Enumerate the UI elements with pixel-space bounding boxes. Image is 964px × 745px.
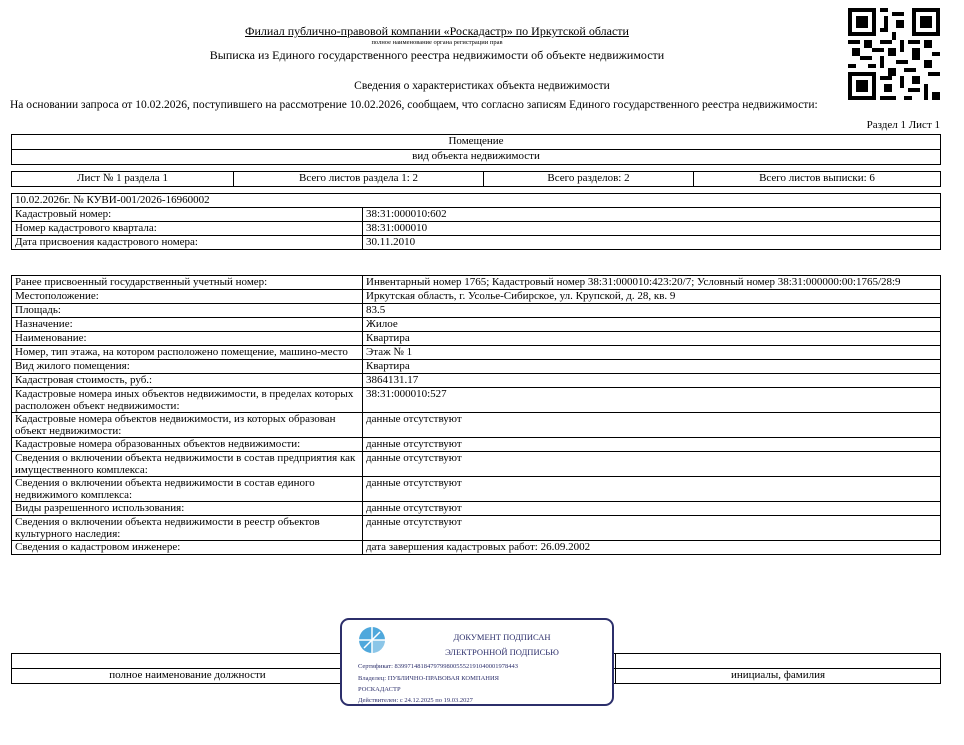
row-label: Номер кадастрового квартала: (12, 222, 363, 236)
rosreestr-logo-icon (358, 626, 386, 654)
row-label: Местоположение: (12, 290, 363, 304)
table-row (12, 374, 941, 388)
stamp-validity: Действителен: с 24.12.2025 по 19.03.2027 (358, 697, 473, 704)
row-value: 38:31:000010:527 (363, 388, 941, 413)
table-row (12, 222, 941, 236)
section-title: Сведения о характеристиках объекта недвижимости (354, 80, 610, 92)
table-row (12, 438, 941, 452)
object-type-caption: вид объекта недвижимости (12, 150, 941, 165)
table-row (12, 413, 941, 438)
row-value: 38:31:000010:602 (363, 208, 941, 222)
row-label: Сведения о включении объекта недвижимости в состав единого недвижимого комплекса: (12, 477, 363, 502)
row-value: Квартира (363, 332, 941, 346)
record-table (11, 193, 941, 250)
object-type-table (11, 134, 941, 165)
table-row (12, 360, 941, 374)
row-label: Сведения о кадастровом инженере: (12, 541, 363, 555)
table-row (12, 388, 941, 413)
row-value: Жилое (363, 318, 941, 332)
row-label: Номер, тип этажа, на котором расположено помещение, машино-место (12, 346, 363, 360)
row-label: Вид жилого помещения: (12, 360, 363, 374)
row-label: Кадастровые номера образованных объектов недвижимости: (12, 438, 363, 452)
table-row (12, 304, 941, 318)
total-sections: Всего разделов: 2 (484, 172, 694, 187)
record-date-number: 10.02.2026г. № КУВИ-001/2026-16960002 (12, 194, 941, 208)
row-value: 38:31:000010 (363, 222, 941, 236)
extract-title: Выписка из Единого государственного реестра недвижимости об объекте недвижимости (209, 48, 665, 62)
row-value: данные отсутствуют (363, 413, 941, 438)
stamp-certificate: Сертификат: 8399714818479799800555219104000197844З (358, 663, 519, 670)
total-sheets-section: Всего листов раздела 1: 2 (234, 172, 484, 187)
row-value: данные отсутствуют (363, 477, 941, 502)
electronic-signature-stamp (340, 618, 614, 706)
row-label: Ранее присвоенный государственный учетный номер: (12, 276, 363, 290)
row-value: 83.5 (363, 304, 941, 318)
object-type-value: Помещение (12, 135, 941, 150)
sheets-info-table (11, 171, 941, 187)
table-row (12, 541, 941, 555)
row-value: 30.11.2010 (363, 236, 941, 250)
details-table (11, 275, 941, 555)
table-row (12, 516, 941, 541)
row-label: Сведения о включении объекта недвижимости в реестр объектов культурного наследия: (12, 516, 363, 541)
row-label: Виды разрешенного использования: (12, 502, 363, 516)
row-label: Дата присвоения кадастрового номера: (12, 236, 363, 250)
initials-caption: инициалы, фамилия (616, 669, 941, 684)
row-value: Инвентарный номер 1765; Кадастровый номер 38:31:000010:423:20/7; Условный номер 38:31:000000:00:1765/28:9 (363, 276, 941, 290)
row-label: Кадастровый номер: (12, 208, 363, 222)
row-value: данные отсутствуют (363, 452, 941, 477)
table-row (12, 290, 941, 304)
table-row (12, 346, 941, 360)
row-value: данные отсутствуют (363, 438, 941, 452)
total-sheets-extract: Всего листов выписки: 6 (694, 172, 941, 187)
row-label: Сведения о включении объекта недвижимости в состав предприятия как имущественного комплекса: (12, 452, 363, 477)
table-row (12, 276, 941, 290)
stamp-owner-name: РОСКАДАСТР (358, 686, 401, 693)
row-value: 3864131.17 (363, 374, 941, 388)
table-row (12, 208, 941, 222)
row-value: данные отсутствуют (363, 516, 941, 541)
request-basis-text: На основании запроса от 10.02.2026, поступившего на рассмотрение 10.02.2026, сообщаем, что согласно записям Единого государственного реестра недвижимости: (10, 99, 818, 111)
table-row (12, 452, 941, 477)
row-value: Этаж № 1 (363, 346, 941, 360)
table-row (12, 502, 941, 516)
table-row (12, 236, 941, 250)
stamp-owner: Владелец: ПУБЛИЧНО-ПРАВОВАЯ КОМПАНИЯ (358, 675, 499, 682)
row-value: дата завершения кадастровых работ: 26.09.2002 (363, 541, 941, 555)
row-label: Площадь: (12, 304, 363, 318)
row-label: Наименование: (12, 332, 363, 346)
stamp-subtitle: ЭЛЕКТРОННОЙ ПОДПИСЬЮ (445, 647, 559, 657)
row-value: данные отсутствуют (363, 502, 941, 516)
table-row (12, 332, 941, 346)
row-label: Кадастровые номера объектов недвижимости, из которых образован объект недвижимости: (12, 413, 363, 438)
position-caption: полное наименование должности (12, 669, 364, 684)
row-value: Квартира (363, 360, 941, 374)
stamp-title: ДОКУМЕНТ ПОДПИСАН (453, 632, 551, 642)
organization-caption: полное наименование органа регистрации прав (371, 39, 503, 46)
row-label: Кадастровые номера иных объектов недвижимости, в пределах которых расположен объект недвижимости: (12, 388, 363, 413)
row-label: Назначение: (12, 318, 363, 332)
row-value: Иркутская область, г. Усолье-Сибирское, ул. Крупской, д. 28, кв. 9 (363, 290, 941, 304)
section-sheet-indicator: Раздел 1 Лист 1 (866, 119, 940, 131)
table-row (12, 477, 941, 502)
qr-code (848, 8, 940, 100)
organization-name: Филиал публично-правовой компании «Роскадастр» по Иркутской области (245, 24, 629, 38)
sheet-number: Лист № 1 раздела 1 (12, 172, 234, 187)
table-row (12, 318, 941, 332)
row-label: Кадастровая стоимость, руб.: (12, 374, 363, 388)
